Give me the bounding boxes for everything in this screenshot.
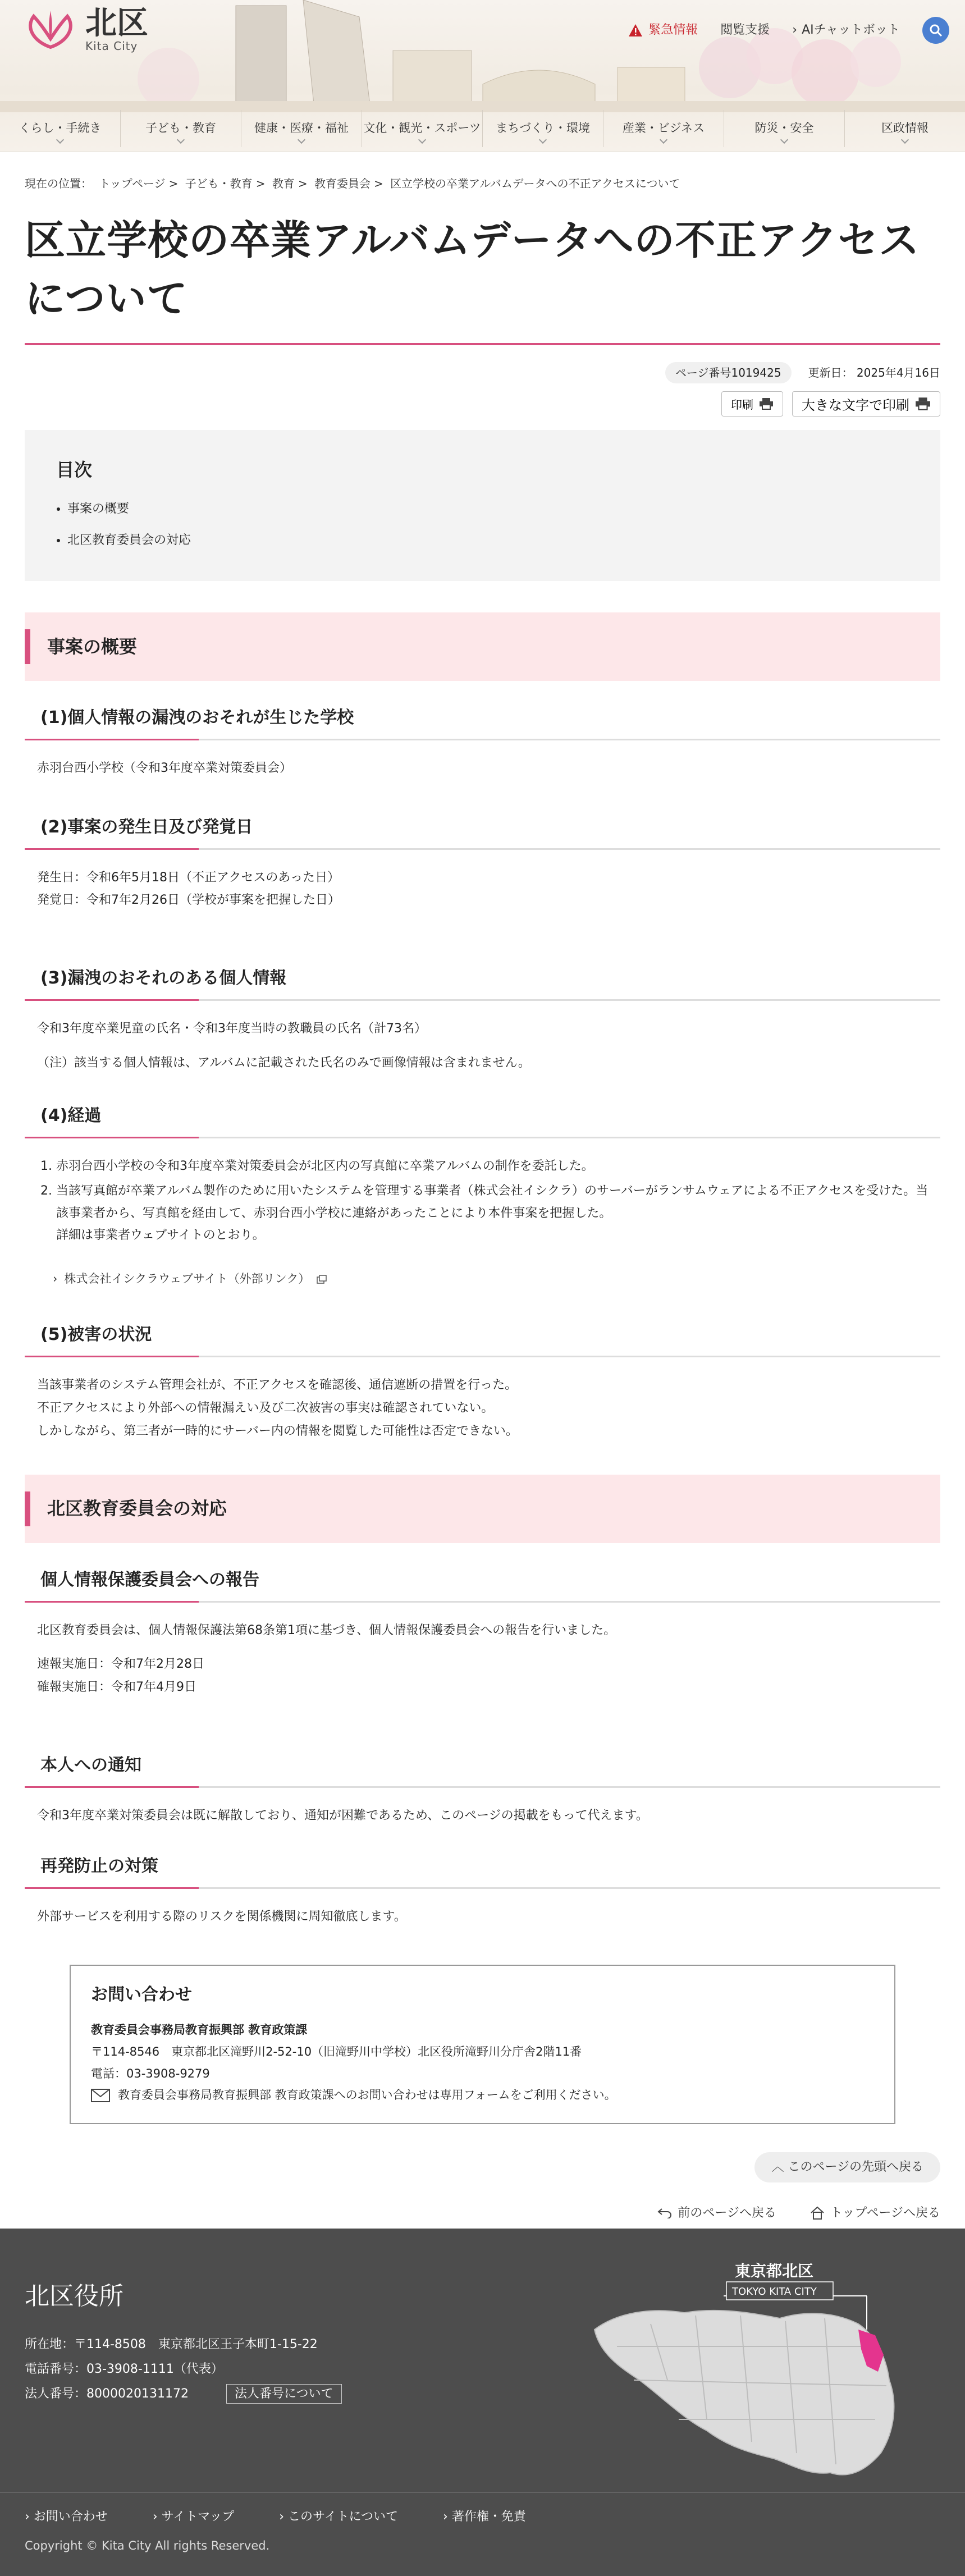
toc-item-response[interactable]: • 北区教育委員会の対応	[67, 530, 909, 551]
print-tools	[25, 391, 940, 417]
gnav-town-environment[interactable]: まちづくり・環境	[482, 110, 603, 147]
gnav-health-welfare[interactable]: 健康・医療・福祉	[241, 110, 362, 147]
final-report-date: 確報実施日：令和7年4月9日	[37, 1680, 196, 1694]
personal-info-text	[25, 1018, 940, 1074]
contact-department: 教育委員会事務局教育振興部 教育政策課	[91, 2023, 308, 2037]
school-text	[25, 757, 940, 780]
damage-line: 不正アクセスにより外部への情報漏えい及び二次被害の事実は確認されていない。	[37, 1401, 494, 1416]
chevron-right-icon: ›	[792, 23, 798, 38]
footer-link-about[interactable]: › このサイトについて	[279, 2510, 399, 2524]
progress-detail: 当該写真館が卒業アルバム製作のために用いたシステムを管理する事業者（株式会社イシクラ）のサーバーがランサムウェアによる不正アクセスを受けた。当該事業者から、写真館を経由して、赤羽台西小学校に連絡があったことにより本件事案を把握した。	[56, 1183, 929, 1220]
footer-address: 所在地：〒114-8508 東京都北区王子本町1-15-22	[25, 2337, 318, 2351]
global-navigation	[0, 110, 965, 147]
copyright: Copyright © Kita City All rights Reserved.	[25, 2539, 270, 2552]
site-header	[0, 0, 965, 152]
page-top-nav	[25, 2152, 940, 2182]
footer-tel: 電話番号：03-3908-1111（代表）	[25, 2362, 223, 2376]
logo-title: 北区	[85, 5, 148, 42]
prevention-line: 外部サービスを利用する際のリスクを関係機関に周知徹底します。	[37, 1910, 406, 1924]
section-heading-overview: 事案の概要	[25, 612, 940, 681]
site-logo[interactable]	[22, 5, 148, 53]
corp-number-text: 法人番号：8000020131172	[25, 2386, 189, 2401]
print-button[interactable]	[721, 391, 783, 417]
ishikura-external-link[interactable]	[25, 1269, 940, 1289]
contact-title: お問い合わせ	[91, 1984, 192, 2005]
map-title: 東京都北区	[735, 2262, 814, 2280]
printer-icon	[759, 397, 774, 410]
table-of-contents	[25, 430, 940, 581]
subheading-ppc-report: 個人情報保護委員会への報告	[25, 1566, 940, 1603]
home-page-link[interactable]	[810, 2203, 940, 2223]
ai-chatbot-label: AIチャットボット	[802, 23, 900, 38]
footer-link-label: 著作権・免責	[451, 2510, 526, 2524]
gnav-children-education[interactable]: 子ども・教育	[120, 110, 241, 147]
prevention-text	[25, 1906, 940, 1929]
notification-line: 令和3年度卒業対策委員会は既に解散しており、通知が困難であるため、このページの掲載をもって代えます。	[37, 1808, 648, 1823]
section-heading-response: 北区教育委員会の対応	[25, 1475, 940, 1543]
page-title: 区立学校の卒業アルバムデータへの不正アクセスについて	[25, 211, 940, 345]
gnav-industry-business[interactable]: 産業・ビジネス	[603, 110, 724, 147]
preliminary-report-date: 速報実施日：令和7年2月28日	[37, 1657, 204, 1672]
footer-link-label: お問い合わせ	[33, 2510, 108, 2524]
footer-link-label: このサイトについて	[288, 2510, 399, 2524]
subheading-prevention: 再発防止の対策	[25, 1852, 940, 1889]
footer-link-copyright[interactable]: › 著作権・免責	[443, 2510, 526, 2524]
chevron-right-icon: ›	[53, 1271, 58, 1285]
discovery-date: 発覚日：令和7年2月26日（学校が事案を把握した日）	[37, 893, 340, 908]
print-label: 印刷	[731, 397, 753, 411]
previous-page-label: 前のページへ戻る	[678, 2206, 776, 2220]
warning-icon	[628, 24, 643, 37]
toc-title: 目次	[56, 459, 93, 481]
page-meta	[25, 362, 940, 383]
gnav-administration[interactable]: 区政情報	[844, 110, 965, 147]
footer-link-contact[interactable]: › お問い合わせ	[25, 2510, 108, 2524]
list-item	[56, 1180, 940, 1247]
home-icon	[810, 2206, 825, 2220]
chevron-up-icon: ︿	[771, 2160, 788, 2175]
breadcrumb-item-top[interactable]: トップページ	[99, 177, 166, 190]
contact-address: 〒114-8546 東京都北区滝野川2-52-10（旧滝野川中学校）北区役所滝野川分庁舎2階11番	[91, 2044, 582, 2058]
personal-info-scope: 令和3年度卒業児童の氏名・令和3年度当時の教職員の氏名（計73名）	[37, 1022, 427, 1036]
back-to-top-button[interactable]	[754, 2152, 940, 2182]
ishikura-link-label: 株式会社イシクラウェブサイト（外部リンク）	[64, 1271, 310, 1285]
subheading-personal-info: (3)漏洩のおそれのある個人情報	[25, 964, 940, 1001]
print-large-label: 大きな文字で印刷	[802, 397, 909, 413]
ppc-report-line: 北区教育委員会は、個人情報保護法第68条第1項に基づき、個人情報保護委員会への報告を行いました。	[37, 1623, 616, 1637]
search-icon	[929, 24, 943, 37]
logo-subtitle: Kita City	[85, 39, 138, 53]
contact-tel: 電話：03-3908-9279	[91, 2066, 210, 2080]
subheading-school: (1)個人情報の漏洩のおそれが生じた学校	[25, 703, 940, 740]
gnav-living[interactable]: くらし・手続き	[0, 110, 120, 147]
ai-chatbot-link[interactable]	[792, 20, 900, 40]
contact-form-label: 教育委員会事務局教育振興部 教育政策課へのお問い合わせは専用フォームをご利用ください。	[118, 2088, 616, 2102]
school-name: 赤羽台西小学校（令和3年度卒業対策委員会）	[37, 761, 292, 775]
damage-line: しかしながら、第三者が一時的にサーバー内の情報を閲覧した可能性は否定できない。	[37, 1424, 518, 1438]
print-large-button[interactable]	[792, 391, 940, 417]
contact-box	[70, 1965, 895, 2124]
updated-date: 更新日： 2025年4月16日	[808, 365, 940, 379]
gnav-disaster-safety[interactable]: 防災・安全	[724, 110, 844, 147]
contact-form-link[interactable]	[91, 2084, 874, 2106]
list-item: 1. 赤羽台西小学校の令和3年度卒業対策委員会が北区内の写真館に卒業アルバムの制作を委託した。	[56, 1155, 940, 1178]
site-footer	[0, 2229, 965, 2576]
accessibility-support-link[interactable]: 閲覧支援	[720, 23, 770, 38]
footer-link-sitemap[interactable]: › サイトマップ	[152, 2510, 235, 2524]
ppc-report-text	[25, 1619, 940, 1699]
breadcrumb: 現在の位置： トップページ > 子ども・教育 > 教育 > 教育委員会 > 区立学校の卒業アルバムデータへの不正アクセスについて	[25, 177, 680, 190]
mail-icon	[91, 2089, 110, 2102]
breadcrumb-item-education[interactable]: 教育	[272, 177, 295, 190]
footer-nav	[0, 2492, 965, 2527]
gnav-culture-tourism[interactable]: 文化・観光・スポーツ	[362, 110, 482, 147]
subheading-notification: 本人への通知	[25, 1751, 940, 1788]
damage-line: 当該事業者のシステム管理会社が、不正アクセスを確認後、通信遮断の措置を行った。	[37, 1378, 518, 1393]
damage-text	[25, 1374, 940, 1443]
kita-city-flower-icon	[22, 8, 79, 53]
back-links	[25, 2203, 940, 2223]
page-id: ページ番号1019425	[665, 362, 792, 383]
footer-title: 北区役所	[25, 2282, 124, 2310]
footer-link-label: サイトマップ	[161, 2510, 235, 2524]
progress-detail-note: 詳細は事業者ウェブサイトのとおり。	[56, 1228, 265, 1243]
tokyo-map-illustration	[583, 2251, 931, 2487]
return-arrow-icon	[657, 2207, 672, 2218]
progress-list	[25, 1155, 940, 1246]
back-to-top-label: このページの先頭へ戻る	[788, 2160, 923, 2175]
personal-info-note: （注）該当する個人情報は、アルバムに記載された氏名のみで画像情報は含まれません。	[37, 1055, 530, 1070]
dates-text	[25, 867, 940, 912]
emergency-info-label: 緊急情報	[648, 23, 698, 38]
external-link-icon	[317, 1275, 327, 1284]
toc-item-overview[interactable]: • 事案の概要	[67, 498, 909, 519]
previous-page-link[interactable]	[657, 2203, 776, 2223]
home-page-label: トップページへ戻る	[830, 2206, 940, 2220]
header-utility-links	[628, 17, 949, 44]
map-subtitle: TOKYO KITA CITY	[732, 2286, 817, 2298]
subheading-progress: (4)経過	[25, 1101, 940, 1138]
subheading-damage: (5)被害の状況	[25, 1320, 940, 1357]
printer-icon	[915, 397, 931, 410]
corp-number-button[interactable]: 法人番号について	[226, 2384, 342, 2404]
emergency-info-link[interactable]	[628, 20, 698, 40]
search-button[interactable]	[922, 17, 949, 44]
subheading-dates: (2)事案の発生日及び発覚日	[25, 813, 940, 850]
occurrence-date: 発生日：令和6年5月18日（不正アクセスのあった日）	[37, 870, 340, 885]
notification-text	[25, 1805, 940, 1828]
breadcrumb-prefix: 現在の位置：	[25, 177, 92, 190]
breadcrumb-item-current: 区立学校の卒業アルバムデータへの不正アクセスについて	[390, 177, 680, 190]
main-content	[0, 175, 965, 2223]
breadcrumb-item-children[interactable]: 子ども・教育	[185, 177, 253, 190]
breadcrumb-item-board[interactable]: 教育委員会	[314, 177, 371, 190]
